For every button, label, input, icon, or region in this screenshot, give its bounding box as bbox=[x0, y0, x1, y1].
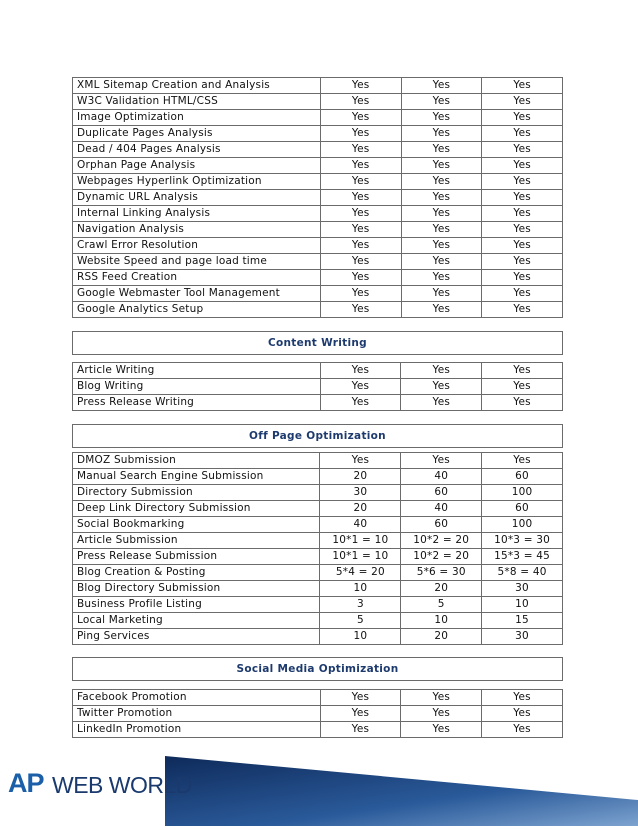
table-row bbox=[73, 222, 563, 238]
feature-name-cell: Manual Search Engine Submission bbox=[73, 469, 320, 485]
plan-value-cell: Yes bbox=[320, 238, 401, 254]
plan-value-cell: Yes bbox=[482, 690, 563, 706]
plan-value-cell: Yes bbox=[320, 395, 401, 411]
plan-value-cell: Yes bbox=[401, 453, 482, 469]
plan-value-cell: Yes bbox=[320, 363, 401, 379]
plan-value-cell: 10 bbox=[401, 613, 482, 629]
plan-value-cell: Yes bbox=[482, 453, 563, 469]
plan-value-cell: 60 bbox=[401, 517, 482, 533]
plan-value-cell: Yes bbox=[482, 363, 563, 379]
plan-value-cell: Yes bbox=[482, 722, 563, 738]
table-row bbox=[73, 286, 563, 302]
plan-value-cell: Yes bbox=[482, 94, 563, 110]
plan-value-cell: Yes bbox=[320, 190, 401, 206]
feature-name-cell: Dead / 404 Pages Analysis bbox=[73, 142, 321, 158]
table-row bbox=[73, 690, 563, 706]
table-row bbox=[73, 238, 563, 254]
plan-value-cell: Yes bbox=[401, 206, 482, 222]
plan-value-cell: 30 bbox=[482, 581, 563, 597]
plan-value-cell: Yes bbox=[320, 270, 401, 286]
plan-value-cell: Yes bbox=[320, 78, 401, 94]
plan-value-cell: Yes bbox=[320, 158, 401, 174]
table-row bbox=[73, 158, 563, 174]
table-row bbox=[73, 597, 563, 613]
plan-value-cell: Yes bbox=[401, 238, 482, 254]
feature-name-cell: Blog Creation & Posting bbox=[73, 565, 320, 581]
table-row bbox=[73, 94, 563, 110]
feature-name-cell: Google Webmaster Tool Management bbox=[73, 286, 321, 302]
plan-value-cell: Yes bbox=[401, 254, 482, 270]
plan-value-cell: 30 bbox=[320, 485, 401, 501]
feature-name-cell: Social Bookmarking bbox=[73, 517, 320, 533]
feature-table bbox=[72, 452, 563, 645]
plan-value-cell: Yes bbox=[482, 302, 563, 318]
plan-value-cell: Yes bbox=[320, 453, 401, 469]
plan-value-cell: 10*1 = 10 bbox=[320, 549, 401, 565]
feature-name-cell: Directory Submission bbox=[73, 485, 320, 501]
plan-value-cell: Yes bbox=[482, 254, 563, 270]
feature-name-cell: Blog Writing bbox=[73, 379, 321, 395]
plan-value-cell: Yes bbox=[320, 690, 401, 706]
plan-value-cell: 10*2 = 20 bbox=[401, 549, 482, 565]
feature-name-cell: Duplicate Pages Analysis bbox=[73, 126, 321, 142]
table-row bbox=[73, 142, 563, 158]
plan-value-cell: Yes bbox=[401, 722, 482, 738]
plan-value-cell: Yes bbox=[401, 363, 482, 379]
feature-name-cell: Ping Services bbox=[73, 629, 320, 645]
plan-value-cell: Yes bbox=[320, 302, 401, 318]
plan-value-cell: 100 bbox=[482, 517, 563, 533]
table-row bbox=[73, 706, 563, 722]
feature-table bbox=[72, 362, 563, 411]
feature-name-cell: Navigation Analysis bbox=[73, 222, 321, 238]
logo-webworld-text: WEB WORLD bbox=[52, 772, 192, 798]
logo-ap-text: AP bbox=[8, 768, 44, 798]
plan-value-cell: Yes bbox=[482, 142, 563, 158]
table-row bbox=[73, 501, 563, 517]
feature-name-cell: Google Analytics Setup bbox=[73, 302, 321, 318]
table-row bbox=[73, 254, 563, 270]
plan-value-cell: Yes bbox=[401, 690, 482, 706]
feature-name-cell: Article Submission bbox=[73, 533, 320, 549]
plan-value-cell: Yes bbox=[482, 286, 563, 302]
table-row bbox=[73, 533, 563, 549]
table-row bbox=[73, 581, 563, 597]
plan-value-cell: Yes bbox=[320, 722, 401, 738]
table-row bbox=[73, 78, 563, 94]
plan-value-cell: 15 bbox=[482, 613, 563, 629]
plan-value-cell: 10 bbox=[482, 597, 563, 613]
table-row bbox=[73, 485, 563, 501]
feature-name-cell: Internal Linking Analysis bbox=[73, 206, 321, 222]
plan-value-cell: 40 bbox=[401, 469, 482, 485]
table-row bbox=[73, 379, 563, 395]
plan-value-cell: Yes bbox=[401, 270, 482, 286]
plan-value-cell: 10*1 = 10 bbox=[320, 533, 401, 549]
table-row bbox=[73, 363, 563, 379]
feature-name-cell: RSS Feed Creation bbox=[73, 270, 321, 286]
plan-value-cell: 15*3 = 45 bbox=[482, 549, 563, 565]
table-row bbox=[73, 549, 563, 565]
feature-name-cell: Orphan Page Analysis bbox=[73, 158, 321, 174]
plan-value-cell: 10*2 = 20 bbox=[401, 533, 482, 549]
plan-value-cell: 5*4 = 20 bbox=[320, 565, 401, 581]
plan-value-cell: Yes bbox=[320, 286, 401, 302]
plan-value-cell: 5 bbox=[401, 597, 482, 613]
feature-name-cell: Facebook Promotion bbox=[73, 690, 321, 706]
table-row bbox=[73, 517, 563, 533]
plan-value-cell: 10 bbox=[320, 629, 401, 645]
plan-value-cell: Yes bbox=[482, 206, 563, 222]
plan-value-cell: Yes bbox=[401, 110, 482, 126]
plan-value-cell: 20 bbox=[401, 581, 482, 597]
table-row bbox=[73, 453, 563, 469]
feature-name-cell: XML Sitemap Creation and Analysis bbox=[73, 78, 321, 94]
plan-value-cell: Yes bbox=[401, 222, 482, 238]
table-row bbox=[73, 190, 563, 206]
plan-value-cell: Yes bbox=[482, 395, 563, 411]
plan-value-cell: Yes bbox=[401, 379, 482, 395]
plan-value-cell: Yes bbox=[320, 142, 401, 158]
section-title: Social Media Optimization bbox=[72, 657, 563, 681]
feature-name-cell: DMOZ Submission bbox=[73, 453, 320, 469]
plan-value-cell: 20 bbox=[320, 501, 401, 517]
feature-name-cell: Dynamic URL Analysis bbox=[73, 190, 321, 206]
plan-value-cell: Yes bbox=[482, 78, 563, 94]
plan-value-cell: Yes bbox=[401, 190, 482, 206]
plan-value-cell: Yes bbox=[401, 286, 482, 302]
section-title: Content Writing bbox=[72, 331, 563, 355]
table-row bbox=[73, 270, 563, 286]
plan-value-cell: Yes bbox=[320, 206, 401, 222]
plan-value-cell: 10 bbox=[320, 581, 401, 597]
feature-name-cell: Twitter Promotion bbox=[73, 706, 321, 722]
section-title: Off Page Optimization bbox=[72, 424, 563, 448]
table-row bbox=[73, 206, 563, 222]
table-row bbox=[73, 395, 563, 411]
feature-name-cell: Article Writing bbox=[73, 363, 321, 379]
plan-value-cell: 5 bbox=[320, 613, 401, 629]
plan-value-cell: Yes bbox=[482, 174, 563, 190]
plan-value-cell: Yes bbox=[401, 158, 482, 174]
plan-value-cell: Yes bbox=[482, 706, 563, 722]
feature-name-cell: Press Release Writing bbox=[73, 395, 321, 411]
feature-name-cell: LinkedIn Promotion bbox=[73, 722, 321, 738]
plan-value-cell: 20 bbox=[401, 629, 482, 645]
table-row bbox=[73, 469, 563, 485]
plan-value-cell: 40 bbox=[401, 501, 482, 517]
plan-value-cell: Yes bbox=[482, 238, 563, 254]
plan-value-cell: Yes bbox=[482, 126, 563, 142]
feature-name-cell: Webpages Hyperlink Optimization bbox=[73, 174, 321, 190]
plan-value-cell: 5*6 = 30 bbox=[401, 565, 482, 581]
table-row bbox=[73, 302, 563, 318]
plan-value-cell: Yes bbox=[482, 158, 563, 174]
feature-name-cell: Deep Link Directory Submission bbox=[73, 501, 320, 517]
plan-value-cell: 100 bbox=[482, 485, 563, 501]
table-row bbox=[73, 174, 563, 190]
plan-value-cell: Yes bbox=[401, 142, 482, 158]
plan-value-cell: Yes bbox=[482, 190, 563, 206]
feature-table bbox=[72, 77, 563, 318]
plan-value-cell: Yes bbox=[320, 254, 401, 270]
plan-value-cell: Yes bbox=[401, 302, 482, 318]
feature-name-cell: Crawl Error Resolution bbox=[73, 238, 321, 254]
feature-name-cell: Local Marketing bbox=[73, 613, 320, 629]
plan-value-cell: Yes bbox=[320, 94, 401, 110]
table-row bbox=[73, 110, 563, 126]
plan-value-cell: Yes bbox=[401, 395, 482, 411]
plan-value-cell: Yes bbox=[482, 270, 563, 286]
feature-name-cell: Image Optimization bbox=[73, 110, 321, 126]
plan-value-cell: Yes bbox=[482, 379, 563, 395]
feature-name-cell: Website Speed and page load time bbox=[73, 254, 321, 270]
plan-value-cell: Yes bbox=[320, 174, 401, 190]
plan-value-cell: 10*3 = 30 bbox=[482, 533, 563, 549]
table-row bbox=[73, 565, 563, 581]
plan-value-cell: 60 bbox=[482, 501, 563, 517]
plan-value-cell: Yes bbox=[320, 379, 401, 395]
plan-value-cell: 3 bbox=[320, 597, 401, 613]
plan-value-cell: Yes bbox=[401, 706, 482, 722]
feature-table bbox=[72, 689, 563, 738]
plan-value-cell: Yes bbox=[482, 110, 563, 126]
feature-name-cell: Press Release Submission bbox=[73, 549, 320, 565]
plan-value-cell: Yes bbox=[320, 222, 401, 238]
plan-value-cell: Yes bbox=[401, 78, 482, 94]
feature-name-cell: W3C Validation HTML/CSS bbox=[73, 94, 321, 110]
plan-value-cell: Yes bbox=[482, 222, 563, 238]
plan-value-cell: 20 bbox=[320, 469, 401, 485]
plan-value-cell: Yes bbox=[401, 126, 482, 142]
table-row bbox=[73, 613, 563, 629]
table-row bbox=[73, 629, 563, 645]
feature-name-cell: Blog Directory Submission bbox=[73, 581, 320, 597]
plan-value-cell: Yes bbox=[320, 706, 401, 722]
plan-value-cell: 60 bbox=[482, 469, 563, 485]
plan-value-cell: 5*8 = 40 bbox=[482, 565, 563, 581]
plan-value-cell: Yes bbox=[401, 94, 482, 110]
plan-value-cell: 30 bbox=[482, 629, 563, 645]
plan-value-cell: Yes bbox=[320, 110, 401, 126]
plan-value-cell: Yes bbox=[401, 174, 482, 190]
feature-name-cell: Business Profile Listing bbox=[73, 597, 320, 613]
table-row bbox=[73, 722, 563, 738]
plan-value-cell: 40 bbox=[320, 517, 401, 533]
table-row bbox=[73, 126, 563, 142]
plan-value-cell: 60 bbox=[401, 485, 482, 501]
plan-value-cell: Yes bbox=[320, 126, 401, 142]
